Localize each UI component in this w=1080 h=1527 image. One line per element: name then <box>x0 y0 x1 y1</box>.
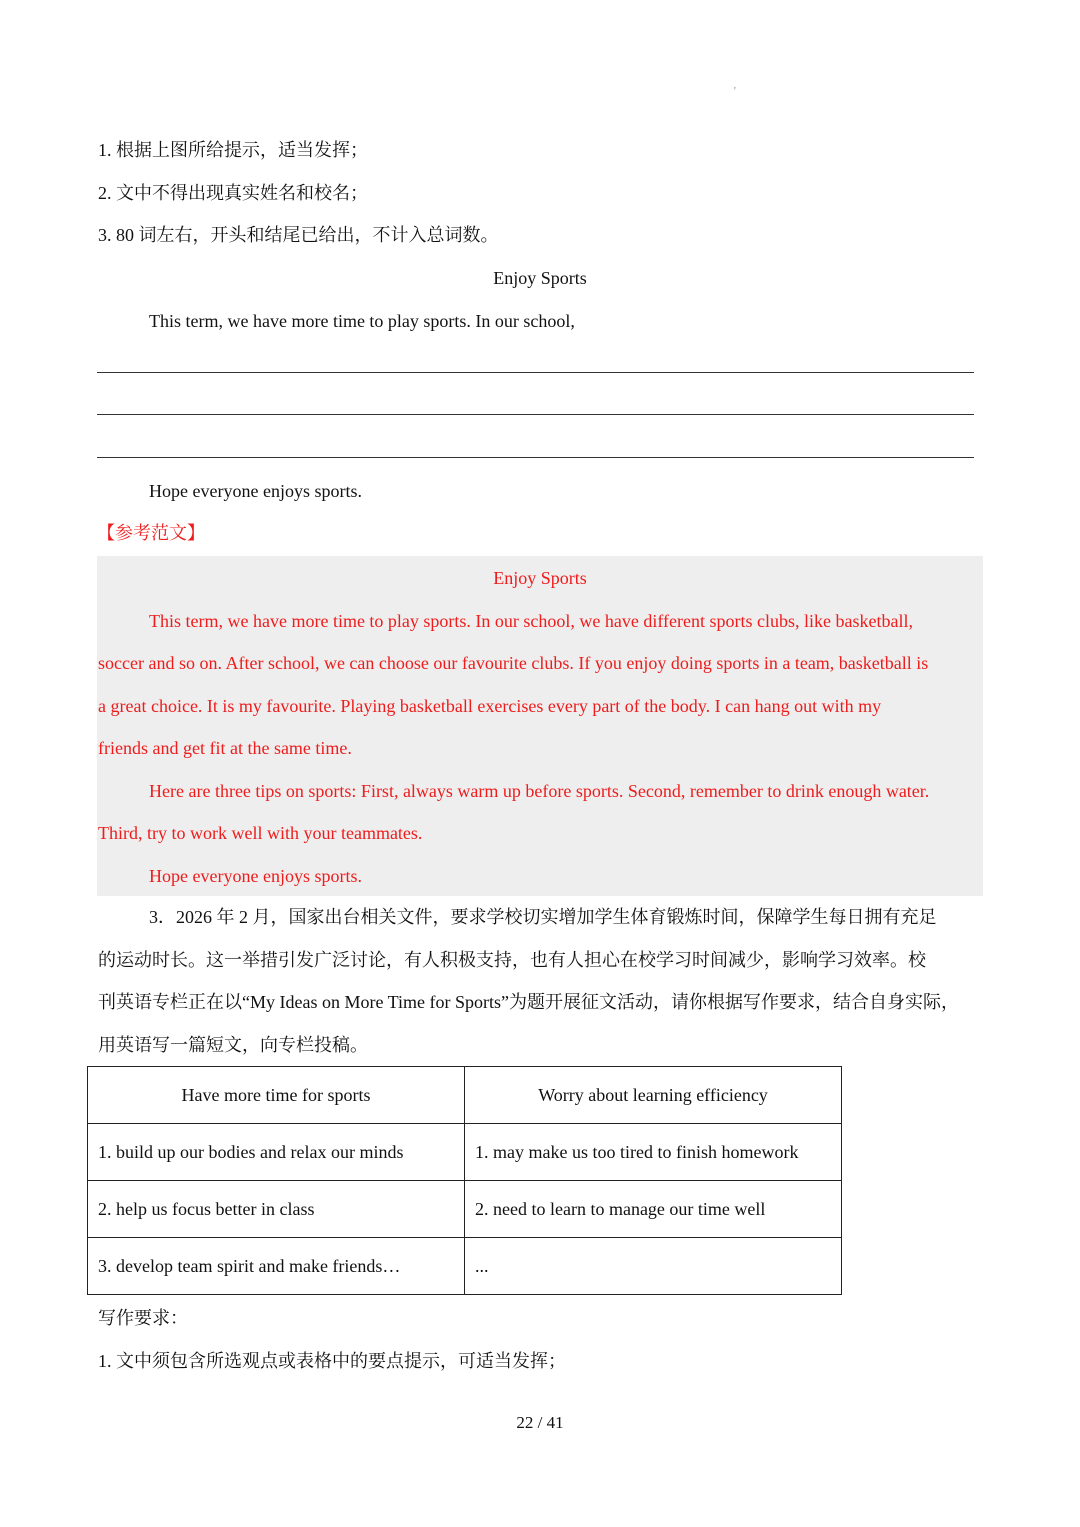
requirement-2: 2. 文中不得出现真实姓名和校名； <box>98 183 368 203</box>
table-cell: 1. build up our bodies and relax our minds <box>88 1124 465 1181</box>
sample-line-4: friends and get fit at the same time. <box>98 738 352 758</box>
table-cell: ... <box>465 1238 842 1295</box>
requirement-3: 3. 80 词左右，开头和结尾已给出，不计入总词数。 <box>98 225 499 245</box>
writing-requirements-title: 写作要求： <box>98 1308 188 1328</box>
page-number: 22 / 41 <box>516 1413 564 1432</box>
stray-mark: ' <box>734 86 736 97</box>
sample-line-1: This term, we have more time to play sports. In our school, we have different sports clubs, like basketball, <box>149 611 913 631</box>
table-cell: 1. may make us too tired to finish homework <box>465 1124 842 1181</box>
table-cell: 2. need to learn to manage our time well <box>465 1181 842 1238</box>
question3-line-2: 的运动时长。这一举措引发广泛讨论，有人积极支持，也有人担心在校学习时间减少，影响学习效率。校 <box>98 950 926 970</box>
sample-line-5: Here are three tips on sports: First, always warm up before sports. Second, remember to drink enough water. <box>149 781 930 801</box>
writing-line-1 <box>97 372 974 373</box>
sample-line-6: Third, try to work well with your teammates. <box>98 823 423 843</box>
table-cell: 2. help us focus better in class <box>88 1181 465 1238</box>
table-row <box>88 1238 842 1295</box>
table-header-cell: Have more time for sports <box>88 1067 465 1124</box>
sample-heading: 【参考范文】 <box>97 523 205 543</box>
points-table <box>87 1066 842 1295</box>
table-row <box>88 1181 842 1238</box>
writing-line-3 <box>97 457 974 458</box>
question3-line-4: 用英语写一篇短文，向专栏投稿。 <box>98 1035 368 1055</box>
sample-line-7: Hope everyone enjoys sports. <box>149 866 362 886</box>
question3-line-1: 3．2026 年 2 月，国家出台相关文件，要求学校切实增加学生体育锻炼时间，保障学生每日拥有充足 <box>149 907 937 927</box>
table-row <box>88 1124 842 1181</box>
sample-line-3: a great choice. It is my favourite. Playing basketball exercises every part of the body. I can hang out with my <box>98 696 882 716</box>
essay-opening: This term, we have more time to play sports. In our school, <box>149 311 575 331</box>
question3-line-3: 刊英语专栏正在以“My Ideas on More Time for Sports”为题开展征文活动，请你根据写作要求，结合自身实际， <box>98 992 959 1012</box>
table-header-row <box>88 1067 842 1124</box>
essay-title: Enjoy Sports <box>493 268 587 288</box>
writing-requirement-1: 1. 文中须包含所选观点或表格中的要点提示，可适当发挥； <box>98 1351 566 1371</box>
sample-line-2: soccer and so on. After school, we can choose our favourite clubs. If you enjoy doing sports in a team, basketball is <box>98 653 929 673</box>
writing-line-2 <box>97 414 974 415</box>
essay-closing: Hope everyone enjoys sports. <box>149 481 362 501</box>
table-cell: 3. develop team spirit and make friends… <box>88 1238 465 1295</box>
requirement-1: 1. 根据上图所给提示，适当发挥； <box>98 140 368 160</box>
sample-essay-box <box>97 556 983 896</box>
table-header-cell: Worry about learning efficiency <box>465 1067 842 1124</box>
sample-title: Enjoy Sports <box>493 568 587 588</box>
